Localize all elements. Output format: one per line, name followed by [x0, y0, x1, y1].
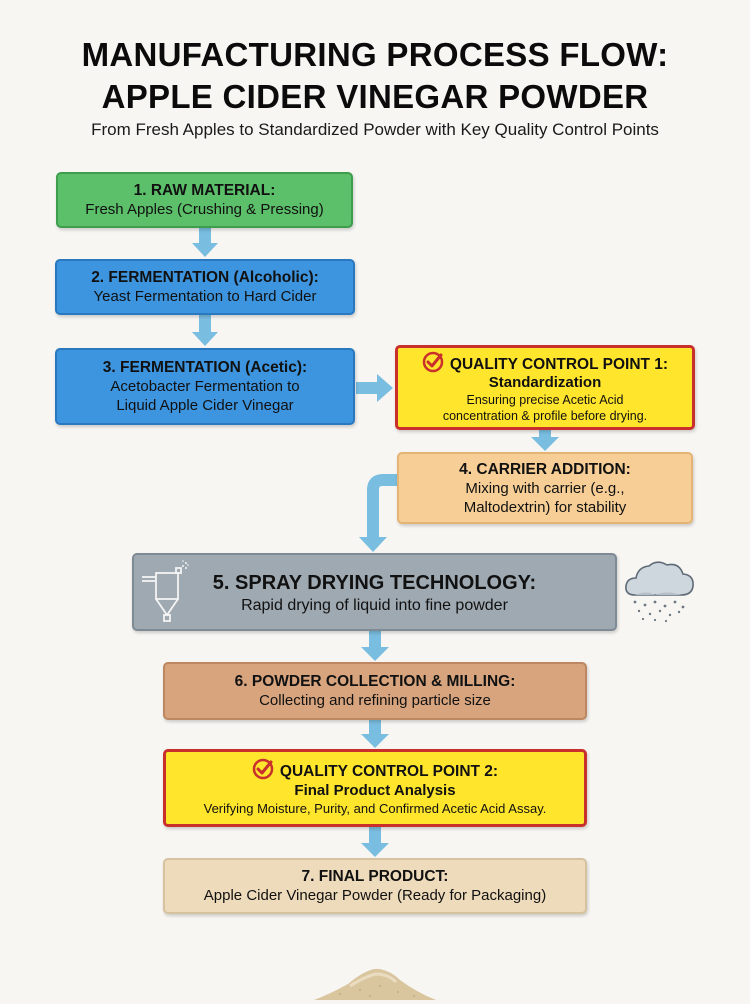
arrowhead-6-qc2 [361, 734, 389, 748]
step-6-powder-collection [163, 662, 587, 720]
step-1-description: Fresh Apples (Crushing & Pressing) [85, 201, 324, 218]
powder-pile-icon [310, 964, 440, 1000]
title-line-1: MANUFACTURING PROCESS FLOW: [81, 36, 669, 73]
step-7-final-product [163, 858, 587, 914]
qc2-subheading: Final Product Analysis [294, 782, 456, 799]
arrow-3-qc1 [356, 382, 378, 394]
step-7-heading: 7. FINAL PRODUCT: [301, 868, 449, 885]
arrow-5-6 [369, 631, 381, 648]
step-3-acetic-fermentation [55, 348, 355, 425]
quality-control-point-1 [395, 345, 695, 430]
cloud-icon [621, 555, 699, 625]
step-3-heading: 3. FERMENTATION (Acetic): [102, 359, 308, 376]
step-1-raw-material [56, 172, 353, 228]
step-6-heading: 6. POWDER COLLECTION & MILLING: [234, 673, 516, 690]
step-3-description-line-1: Acetobacter Fermentation to [110, 378, 300, 395]
check-icon [422, 351, 444, 373]
quality-control-point-2 [163, 749, 587, 827]
arrow-6-qc2 [369, 720, 381, 735]
qc1-description-line-1: Ensuring precise Acetic Acid [466, 393, 624, 407]
arrowhead-3-qc1 [377, 374, 393, 402]
step-4-description-line-2: Maltodextrin) for stability [463, 498, 627, 516]
step-5-spray-drying [132, 553, 617, 631]
step-2-description: Yeast Fermentation to Hard Cider [93, 288, 317, 305]
qc1-heading [422, 351, 668, 374]
qc1-subheading: Standardization [488, 374, 602, 391]
qc2-heading [252, 758, 498, 781]
step-7-description: Apple Cider Vinegar Powder (Ready for Packaging) [203, 887, 547, 904]
arrow-1-2 [199, 228, 211, 244]
arrowhead-4-5 [359, 537, 387, 552]
qc2-description: Verifying Moisture, Purity, and Confirmed Acetic Acid Assay. [203, 801, 547, 816]
step-4-carrier-addition [397, 452, 693, 524]
step-5-heading: 5. SPRAY DRYING TECHNOLOGY: [212, 571, 537, 594]
step-5-description: Rapid drying of liquid into fine powder [241, 596, 508, 614]
step-2-alcoholic-fermentation [55, 259, 355, 315]
step-2-heading: 2. FERMENTATION (Alcoholic): [91, 269, 319, 286]
arrowhead-1-2 [192, 243, 218, 257]
qc1-description-line-2: concentration & profile before drying. [442, 409, 648, 423]
arrowhead-2-3 [192, 332, 218, 346]
check-icon [252, 758, 274, 780]
spray-dryer-icon [140, 559, 190, 627]
arrowhead-qc2-7 [361, 843, 389, 857]
page-subtitle: From Fresh Apples to Standardized Powder with Key Quality Control Points [91, 120, 659, 139]
arrowhead-qc1-4 [531, 437, 559, 451]
arrow-4-5 [373, 480, 398, 538]
step-4-heading: 4. CARRIER ADDITION: [459, 460, 631, 478]
arrow-2-3 [199, 315, 211, 333]
arrow-qc1-4 [539, 429, 551, 438]
arrow-qc2-7 [369, 827, 381, 844]
step-3-description-line-2: Liquid Apple Cider Vinegar [116, 397, 294, 414]
qc2-heading-text: QUALITY CONTROL POINT 2: [279, 763, 499, 780]
title-line-2: APPLE CIDER VINEGAR POWDER [101, 78, 649, 115]
arrowhead-5-6 [361, 647, 389, 661]
step-1-heading: 1. RAW MATERIAL: [133, 182, 276, 199]
step-4-description-line-1: Mixing with carrier (e.g., [465, 479, 625, 497]
step-6-description: Collecting and refining particle size [259, 692, 491, 709]
qc1-heading-text: QUALITY CONTROL POINT 1: [449, 356, 669, 373]
